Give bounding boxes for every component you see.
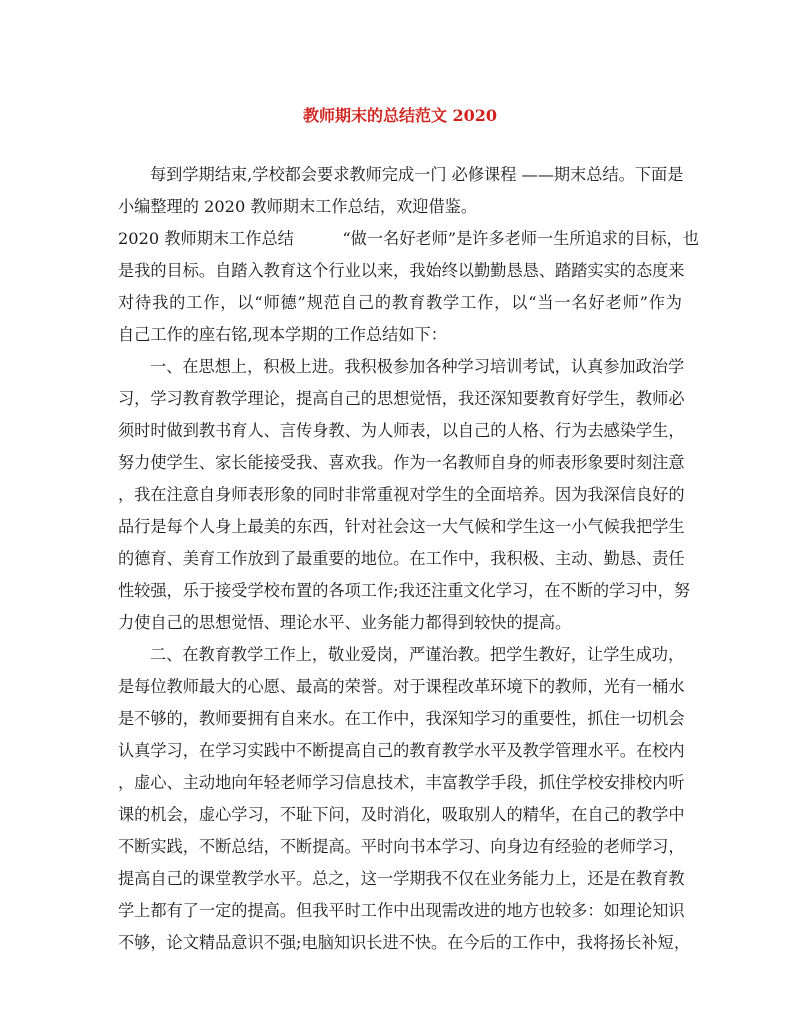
paragraph-line: 学上都有了一定的提高。但我平时工作中出现需改进的地方也较多：如理论知识 (118, 901, 685, 920)
paragraph-line: 不够，论文精品意识不强;电脑知识长进不快。在今后的工作中，我将扬长补短， (118, 933, 691, 952)
paragraph-line: 对待我的工作，以“师德”规范自己的教育教学工作，以“当一名好老师”作为 (118, 293, 682, 312)
paragraph-line: 是我的目标。自踏入教育这个行业以来，我始终以勤勤恳恳、踏踏实实的态度来 (118, 261, 685, 280)
document-title: 教师期末的总结范文 2020 (302, 106, 498, 125)
paragraph-line: 课的机会，虚心学习，不耻下问，及时消化，吸取别人的精华，在自己的教学中 (118, 805, 685, 824)
paragraph-line: 力使自己的思想觉悟、理论水平、业务能力都得到较快的提高。 (118, 613, 572, 632)
paragraph-line: 是每位教师最大的心愿、最高的荣誉。对于课程改革环境下的教师，光有一桶水 (118, 677, 685, 696)
paragraph-line: 每到学期结束,学校都会要求教师完成一门 必修课程 ——期末总结。下面是 (150, 165, 684, 184)
paragraph-line: 提高自己的课堂教学水平。总之，这一学期我不仅在业务能力上，还是在教育教 (118, 869, 685, 888)
paragraph-line: 的德育、美育工作放到了最重要的地位。在工作中，我积极、主动、勤恳、责任 (118, 549, 685, 568)
paragraph-line: ，虚心、主动地向年轻老师学习信息技术，丰富教学手段，抓住学校安排校内听 (118, 773, 685, 792)
paragraph-line: 习，学习教育教学理论，提高自己的思想觉悟，我还深知要教育好学生，教师必 (118, 389, 685, 408)
paragraph-line: 不断实践，不断总结，不断提高。平时向书本学习、向身边有经验的老师学习， (118, 837, 685, 856)
paragraph-line: 认真学习，在学习实践中不断提高自己的教育教学水平及教学管理水平。在校内 (118, 741, 685, 760)
paragraph-line: 二、在教育教学工作上，敬业爱岗，严谨治教。把学生教好，让学生成功， (150, 645, 685, 664)
paragraph-line: 小编整理的 2020 教师期末工作总结，欢迎借鉴。 (118, 197, 478, 216)
paragraph-line: ，我在注意自身师表形象的同时非常重视对学生的全面培养。因为我深信良好的 (118, 485, 685, 504)
paragraph-line: 努力使学生、家长能接受我、喜欢我。作为一名教师自身的师表形象要时刻注意 (118, 453, 685, 472)
paragraph-line: 自己工作的座右铭,现本学期的工作总结如下： (118, 325, 447, 344)
paragraph-line: 一、在思想上，积极上进。我积极参加各种学习培训考试，认真参加政治学 (150, 357, 685, 376)
paragraph-line: 性较强，乐于接受学校布置的各项工作;我还注重文化学习，在不断的学习中，努 (118, 581, 691, 600)
paragraph-line: 品行是每个人身上最美的东西，针对社会这一大气候和学生这一小气候我把学生 (118, 517, 685, 536)
paragraph-line: 须时时做到教书育人、言传身教、为人师表，以自己的人格、行为去感染学生， (118, 421, 685, 440)
paragraph-line: 2020 教师期末工作总结 “做一名好老师”是许多老师一生所追求的目标，也 (118, 229, 699, 248)
paragraph-line: 是不够的，教师要拥有自来水。在工作中，我深知学习的重要性，抓住一切机会 (118, 709, 685, 728)
